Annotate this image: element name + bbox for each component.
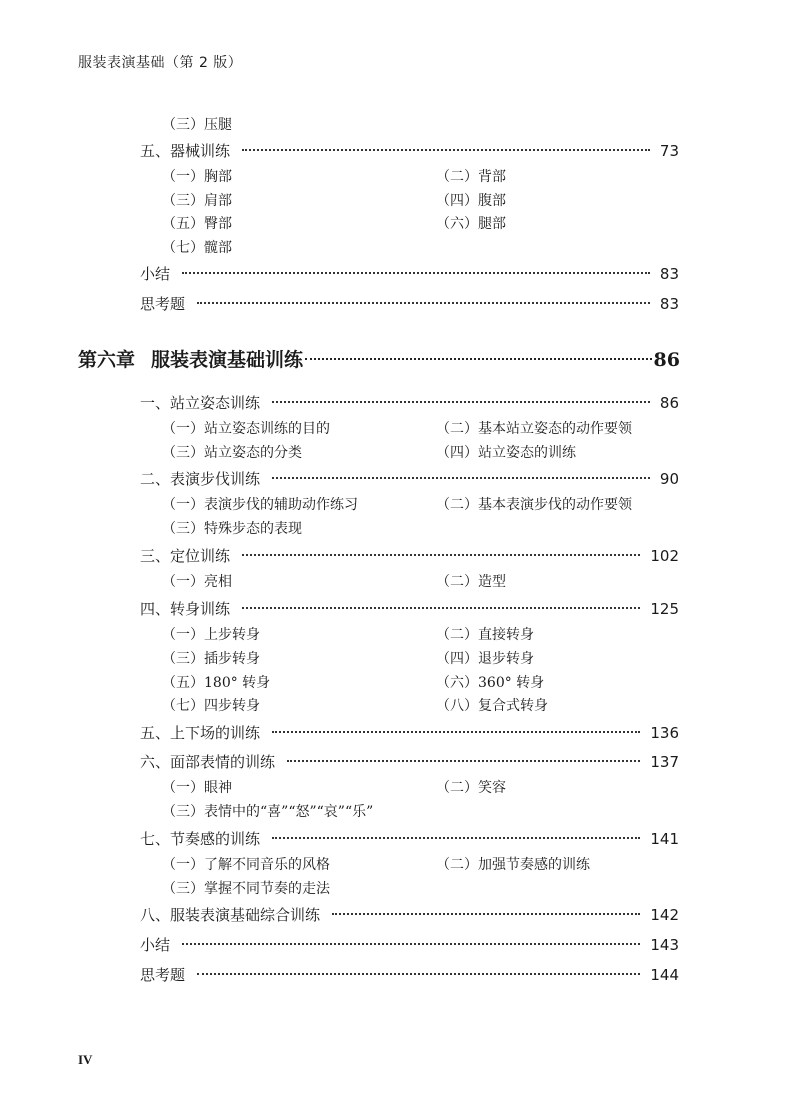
toc-subentry-label[interactable]: （三）肩部 bbox=[162, 193, 232, 209]
toc-subentry-label[interactable]: （五）180° 转身 bbox=[162, 675, 271, 691]
toc-subentry-label[interactable]: （一）了解不同音乐的风格 bbox=[162, 857, 330, 873]
toc-subentry-label[interactable]: （一）眼神 bbox=[162, 780, 232, 796]
toc-entry-page: 141 bbox=[650, 830, 679, 848]
toc-entry-title: 小结 bbox=[140, 936, 171, 954]
toc-entry[interactable] bbox=[140, 963, 679, 987]
dot-leader bbox=[272, 731, 640, 733]
toc-subentry-label[interactable]: （二）加强节奏感的训练 bbox=[436, 857, 590, 873]
toc-subentry-label[interactable]: （一）站立姿态训练的目的 bbox=[162, 421, 330, 437]
toc-subentry-row bbox=[162, 190, 682, 212]
toc-entry-title: 五、器械训练 bbox=[140, 142, 231, 160]
chapter-number: 第六章 bbox=[78, 349, 136, 371]
toc-entry[interactable] bbox=[140, 721, 679, 745]
toc-entry[interactable] bbox=[140, 750, 679, 774]
toc-subentry-row bbox=[162, 672, 682, 694]
dot-leader bbox=[182, 272, 650, 274]
toc-entry-page: 137 bbox=[650, 753, 679, 771]
dot-leader bbox=[272, 837, 640, 839]
toc-subentry-label[interactable]: （七）髋部 bbox=[162, 240, 232, 256]
dot-leader bbox=[242, 149, 650, 151]
toc-subentry-label: （三）压腿 bbox=[162, 117, 232, 133]
dot-leader bbox=[332, 913, 640, 915]
toc-subentry-label[interactable]: （一）胸部 bbox=[162, 169, 232, 185]
chapter-heading[interactable] bbox=[78, 345, 680, 375]
toc-subentry-row bbox=[162, 777, 682, 799]
toc-subentry-row bbox=[162, 418, 682, 440]
toc-subentry-label[interactable]: （三）特殊步态的表现 bbox=[162, 521, 302, 537]
toc-subentry-label[interactable]: （二）笑容 bbox=[436, 780, 506, 796]
page-number: IV bbox=[78, 1052, 93, 1067]
toc-subentry-label[interactable]: （一）表演步伐的辅助动作练习 bbox=[162, 497, 358, 513]
toc-subentry-label[interactable]: （六）360° 转身 bbox=[436, 675, 545, 691]
toc-entry[interactable] bbox=[140, 391, 679, 415]
toc-entry-page: 143 bbox=[650, 936, 679, 954]
toc-subentry-label[interactable]: （四）站立姿态的训练 bbox=[436, 445, 576, 461]
toc-entry-title: 三、定位训练 bbox=[140, 547, 231, 565]
toc-subentry-row bbox=[162, 801, 682, 823]
toc-entry-title: 二、表演步伐训练 bbox=[140, 470, 261, 488]
toc-entry[interactable] bbox=[140, 139, 679, 163]
toc-subentry-label[interactable]: （一）亮相 bbox=[162, 574, 232, 590]
toc-entry-page: 125 bbox=[650, 600, 679, 618]
toc-entry-title: 四、转身训练 bbox=[140, 600, 231, 618]
toc-subentry-row bbox=[162, 648, 682, 670]
toc-subentry-label[interactable]: （六）腿部 bbox=[436, 216, 506, 232]
toc-subentry-row bbox=[162, 166, 682, 188]
toc-subentry-row bbox=[162, 494, 682, 516]
dot-leader bbox=[197, 973, 640, 975]
toc-subentry-label[interactable]: （七）四步转身 bbox=[162, 698, 260, 714]
dot-leader bbox=[272, 401, 650, 403]
toc-subentry-row bbox=[162, 695, 682, 717]
toc-entry-page: 102 bbox=[650, 547, 679, 565]
toc-subentry-row bbox=[162, 854, 682, 876]
dot-leader bbox=[305, 358, 652, 360]
toc-subentry-label[interactable]: （八）复合式转身 bbox=[436, 698, 548, 714]
running-head: 服装表演基础（第 2 版） bbox=[78, 55, 243, 71]
toc-subentry-label[interactable]: （四）退步转身 bbox=[436, 651, 534, 667]
toc-entry-page: 73 bbox=[659, 142, 679, 160]
toc-entry-page: 136 bbox=[650, 724, 679, 742]
toc-subentry-row bbox=[162, 518, 682, 540]
chapter-page: 86 bbox=[653, 349, 680, 371]
toc-subentry-row bbox=[162, 878, 682, 900]
toc-subentry-label[interactable]: （五）臀部 bbox=[162, 216, 232, 232]
toc-entry-page: 83 bbox=[659, 265, 679, 283]
toc-entry-title: 五、上下场的训练 bbox=[140, 724, 261, 742]
toc-entry[interactable] bbox=[140, 903, 679, 927]
toc-entry-title: 小结 bbox=[140, 265, 171, 283]
dot-leader bbox=[242, 554, 640, 556]
chapter-title: 服装表演基础训练 bbox=[151, 349, 304, 371]
toc-entry-title: 七、节奏感的训练 bbox=[140, 830, 261, 848]
toc-subentry[interactable] bbox=[162, 114, 682, 136]
toc-subentry-row bbox=[162, 442, 682, 464]
toc-subentry-label[interactable]: （二）背部 bbox=[436, 169, 506, 185]
toc-subentry-label[interactable]: （二）直接转身 bbox=[436, 627, 534, 643]
toc-entry[interactable] bbox=[140, 262, 679, 286]
toc-entry-title: 六、面部表情的训练 bbox=[140, 753, 276, 771]
dot-leader bbox=[287, 760, 640, 762]
toc-entry-page: 142 bbox=[650, 906, 679, 924]
toc-subentry-row bbox=[162, 213, 682, 235]
dot-leader bbox=[197, 302, 650, 304]
toc-entry-title: 一、站立姿态训练 bbox=[140, 394, 261, 412]
toc-entry-page: 86 bbox=[659, 394, 679, 412]
toc-subentry-row bbox=[162, 571, 682, 593]
toc-entry-title: 思考题 bbox=[140, 295, 186, 313]
toc-subentry-row bbox=[162, 624, 682, 646]
toc-subentry-label[interactable]: （二）造型 bbox=[436, 574, 506, 590]
toc-entry-page: 144 bbox=[650, 966, 679, 984]
toc-entry-page: 83 bbox=[659, 295, 679, 313]
toc-entry[interactable] bbox=[140, 467, 679, 491]
toc-subentry-label[interactable]: （三）站立姿态的分类 bbox=[162, 445, 302, 461]
toc-entry-title: 思考题 bbox=[140, 966, 186, 984]
toc-entry[interactable] bbox=[140, 933, 679, 957]
dot-leader bbox=[272, 477, 650, 479]
toc-subentry-label[interactable]: （四）腹部 bbox=[436, 193, 506, 209]
toc-subentry-label[interactable]: （三）表情中的“喜”“怒”“哀”“乐” bbox=[162, 804, 374, 820]
toc-entry-page: 90 bbox=[659, 470, 679, 488]
toc-subentry-label[interactable]: （三）掌握不同节奏的走法 bbox=[162, 881, 330, 897]
dot-leader bbox=[242, 607, 640, 609]
toc-subentry-label[interactable]: （三）插步转身 bbox=[162, 651, 260, 667]
toc-subentry-row bbox=[162, 237, 682, 259]
toc-entry[interactable] bbox=[140, 544, 679, 568]
toc-subentry-label[interactable]: （一）上步转身 bbox=[162, 627, 260, 643]
toc-entry[interactable] bbox=[140, 827, 679, 851]
toc-subentry-label[interactable]: （二）基本站立姿态的动作要领 bbox=[436, 421, 632, 437]
toc-entry[interactable] bbox=[140, 597, 679, 621]
toc-entry-title: 八、服装表演基础综合训练 bbox=[140, 906, 321, 924]
toc-subentry-label[interactable]: （二）基本表演步伐的动作要领 bbox=[436, 497, 632, 513]
dot-leader bbox=[182, 943, 640, 945]
toc-entry[interactable] bbox=[140, 292, 679, 316]
